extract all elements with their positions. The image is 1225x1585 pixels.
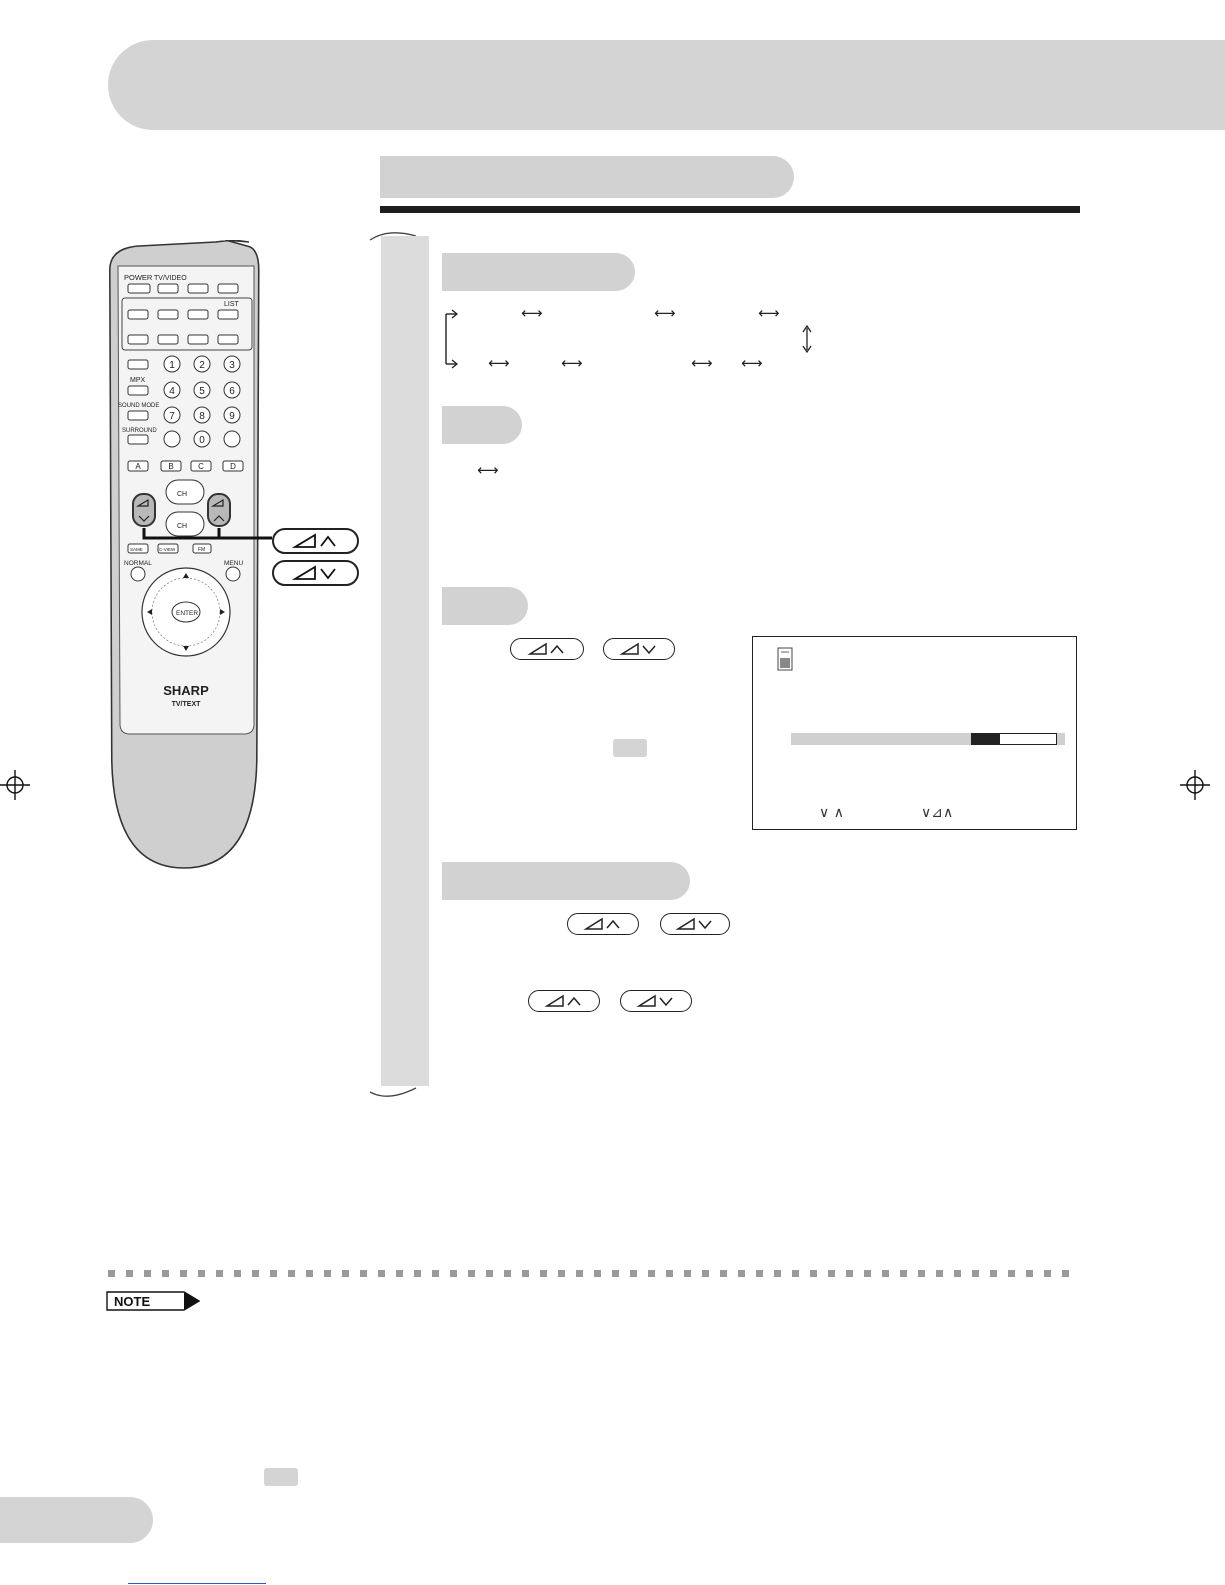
subheading-pill-2 [442,406,522,444]
step-bar [381,236,429,1086]
on-screen-volume-display [752,636,1077,830]
section-rule [380,206,1080,213]
digit-7: 7 [169,411,175,422]
sound-menu-icon [777,647,793,671]
cycle-arrow-7: ⟷ [741,354,763,372]
surround-label: SURROUND [122,428,157,434]
mute-button [128,360,148,369]
footer-link-underline [128,1583,266,1584]
brand-logo: SHARP [163,683,209,698]
menu-label: MENU [224,560,244,567]
registration-mark-left-icon [0,770,30,800]
teletext-key-3 [188,310,208,319]
list-label: LIST [224,301,239,308]
digit-6: 6 [229,386,235,397]
list-button [218,310,238,319]
digit-8: 8 [199,411,205,422]
volume-down-callout-icon [272,560,359,586]
key-d: D [230,462,236,471]
normal-label: NORMAL [124,560,152,567]
page-number-tab [0,1497,153,1543]
osd-footer-channel-keys: ∨ ∧ [819,805,844,821]
volume-up-key-icon [510,638,584,660]
power-label: POWER [124,273,153,282]
key-c: C [198,462,204,471]
volume-up-callout-icon [272,528,359,554]
volume-level-fill [972,734,1000,744]
volume-down-key-icon [660,913,730,935]
teletext-key-7 [218,335,238,344]
flashback-button [164,431,180,447]
section-heading-pill [380,156,794,198]
teletext-hold-button [188,284,208,293]
header-band [108,40,1225,130]
note-badge [106,1291,200,1311]
volume-up-key-icon [528,990,600,1012]
digit-4: 4 [169,386,175,397]
cycle-arrow-2: ⟷ [654,304,676,322]
mpx-button [128,386,148,395]
registration-mark-right-icon [1180,770,1210,800]
same-label: SAME [130,547,143,552]
teletext-button [218,284,238,293]
ch-up-label: CH [177,491,188,498]
enter-label: ENTER [176,610,199,617]
digit-1: 1 [169,360,175,371]
model-label: TV/TEXT [171,701,201,708]
digit-3: 3 [229,360,235,371]
subheading-pill-1 [442,253,635,291]
dotted-separator [108,1270,1080,1277]
power-button [128,284,150,293]
cycle-arrow-4: ⟷ [488,354,510,372]
cycle-arrow-3: ⟷ [758,304,780,322]
volume-up-key-icon [567,913,639,935]
digit-5: 5 [199,386,205,397]
cycle-arrow-6: ⟷ [691,354,713,372]
fm-label: FM [198,547,206,553]
surround-button [128,435,148,444]
digit-9: 9 [229,411,235,422]
subheading-pill-4 [442,862,690,900]
digit-entry-button [224,431,240,447]
menu-button [226,567,240,581]
volume-gauge [971,733,1057,745]
c-view-label: C-VIEW [159,547,176,552]
ch-down-label: CH [177,523,188,530]
teletext-key-5 [158,335,178,344]
key-b: B [168,462,174,471]
osd-footer-volume-keys: ∨⊿∧ [921,805,954,821]
volume-up-button [208,494,230,526]
sound-mode-label: SOUND MODE [118,403,160,409]
volume-down-key-icon [603,638,675,660]
tv-video-button [158,284,178,293]
page-reference-tab [613,739,647,757]
cycle-arrow-1: ⟷ [521,304,543,322]
subheading-pill-3 [442,587,528,625]
note-label: NOTE [114,1294,151,1309]
digit-2: 2 [199,360,205,371]
teletext-key-6 [188,335,208,344]
tv-video-label: TV/VIDEO [154,275,187,282]
cycle-arrow-5: ⟷ [561,354,583,372]
mpx-label: MPX [130,377,146,384]
volume-down-key-icon [620,990,692,1012]
toggle-arrow: ⟷ [477,461,499,479]
normal-button [131,567,145,581]
teletext-key-4 [128,335,148,344]
sound-mode-button [128,411,148,420]
digit-0: 0 [199,435,205,446]
key-a: A [135,462,141,471]
teletext-key-1 [128,310,148,319]
teletext-key-2 [158,310,178,319]
page-marker-tab [264,1468,298,1486]
